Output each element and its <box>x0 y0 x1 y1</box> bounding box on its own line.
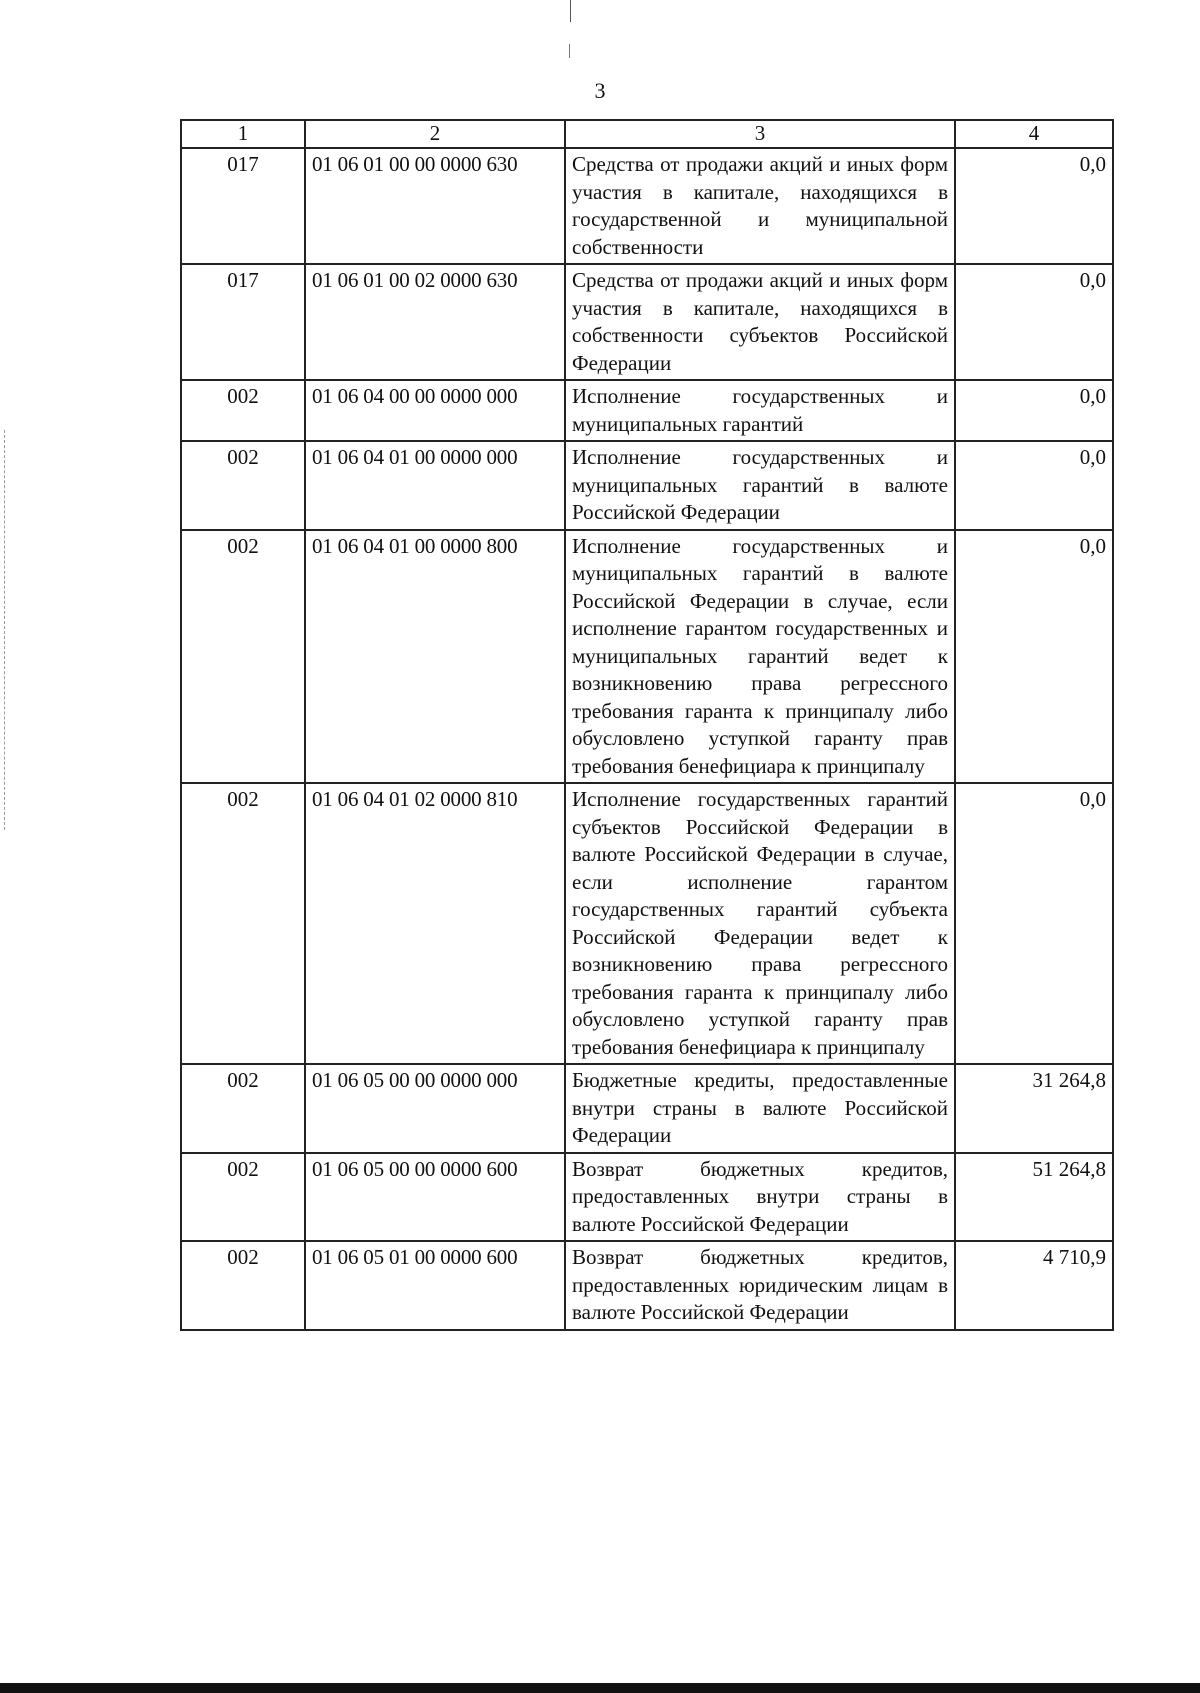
header-col-2: 2 <box>305 120 565 148</box>
table-row <box>181 1064 1113 1153</box>
source-name-cell: Исполнение государственных и муниципальных гарантий <box>565 380 955 441</box>
budget-code-cell: 01 06 01 00 00 0000 630 <box>305 148 565 264</box>
source-name-cell: Средства от продажи акций и иных форм участия в капитале, находящихся в собственности субъектов Российской Федерации <box>565 264 955 380</box>
source-name-cell: Исполнение государственных и муниципальных гарантий в валюте Российской Федерации в случае, если исполнение гарантом государственных и муниципальных гарантий ведет к возникновению права регрессного требования гаранта к принципалу либо обусловлено уступкой гаранту прав требования бенефициара к принципалу <box>565 530 955 784</box>
table-row <box>181 530 1113 784</box>
scan-artifact-line <box>570 0 571 22</box>
source-name-cell: Исполнение государственных и муниципальных гарантий в валюте Российской Федерации <box>565 441 955 530</box>
source-name-cell: Возврат бюджетных кредитов, предоставленных юридическим лицам в валюте Российской Федерации <box>565 1241 955 1330</box>
scan-artifact-mark <box>569 44 570 58</box>
admin-code-cell: 002 <box>181 1064 305 1153</box>
source-name-cell: Бюджетные кредиты, предоставленные внутри страны в валюте Российской Федерации <box>565 1064 955 1153</box>
budget-code-cell: 01 06 04 01 02 0000 810 <box>305 783 565 1064</box>
amount-cell: 0,0 <box>955 530 1113 784</box>
budget-code-cell: 01 06 05 01 00 0000 600 <box>305 1241 565 1330</box>
budget-code-cell: 01 06 05 00 00 0000 600 <box>305 1153 565 1242</box>
table-row <box>181 380 1113 441</box>
budget-code-cell: 01 06 01 00 02 0000 630 <box>305 264 565 380</box>
source-name-cell: Исполнение государственных гарантий субъектов Российской Федерации в валюте Российской Федерации в случае, если исполнение гарантом государственных гарантий субъекта Российской Федерации ведет к возникновению права регрессного требования гаранта к принципалу либо обусловлено уступкой гаранту прав требования бенефициара к принципалу <box>565 783 955 1064</box>
amount-cell: 51 264,8 <box>955 1153 1113 1242</box>
amount-cell: 0,0 <box>955 783 1113 1064</box>
amount-cell: 31 264,8 <box>955 1064 1113 1153</box>
source-name-cell: Средства от продажи акций и иных форм участия в капитале, находящихся в государственной и муниципальной собственности <box>565 148 955 264</box>
header-col-3: 3 <box>565 120 955 148</box>
header-col-4: 4 <box>955 120 1113 148</box>
page-number: 3 <box>594 78 606 103</box>
table-header-row <box>181 120 1113 148</box>
amount-cell: 0,0 <box>955 148 1113 264</box>
table-row <box>181 148 1113 264</box>
header-col-1: 1 <box>181 120 305 148</box>
table-row <box>181 783 1113 1064</box>
admin-code-cell: 002 <box>181 380 305 441</box>
table-row <box>181 1153 1113 1242</box>
budget-sources-table <box>180 119 1114 1331</box>
admin-code-cell: 002 <box>181 1153 305 1242</box>
budget-code-cell: 01 06 04 00 00 0000 000 <box>305 380 565 441</box>
table-row <box>181 1241 1113 1330</box>
budget-code-cell: 01 06 05 00 00 0000 000 <box>305 1064 565 1153</box>
amount-cell: 0,0 <box>955 264 1113 380</box>
scan-artifact-left-edge <box>4 430 6 830</box>
admin-code-cell: 002 <box>181 441 305 530</box>
table-row <box>181 264 1113 380</box>
amount-cell: 0,0 <box>955 441 1113 530</box>
amount-cell: 4 710,9 <box>955 1241 1113 1330</box>
admin-code-cell: 017 <box>181 148 305 264</box>
admin-code-cell: 002 <box>181 1241 305 1330</box>
admin-code-cell: 017 <box>181 264 305 380</box>
source-name-cell: Возврат бюджетных кредитов, предоставленных внутри страны в валюте Российской Федерации <box>565 1153 955 1242</box>
table-row <box>181 441 1113 530</box>
budget-code-cell: 01 06 04 01 00 0000 800 <box>305 530 565 784</box>
admin-code-cell: 002 <box>181 783 305 1064</box>
budget-code-cell: 01 06 04 01 00 0000 000 <box>305 441 565 530</box>
amount-cell: 0,0 <box>955 380 1113 441</box>
scan-bottom-edge <box>0 1683 1200 1693</box>
admin-code-cell: 002 <box>181 530 305 784</box>
